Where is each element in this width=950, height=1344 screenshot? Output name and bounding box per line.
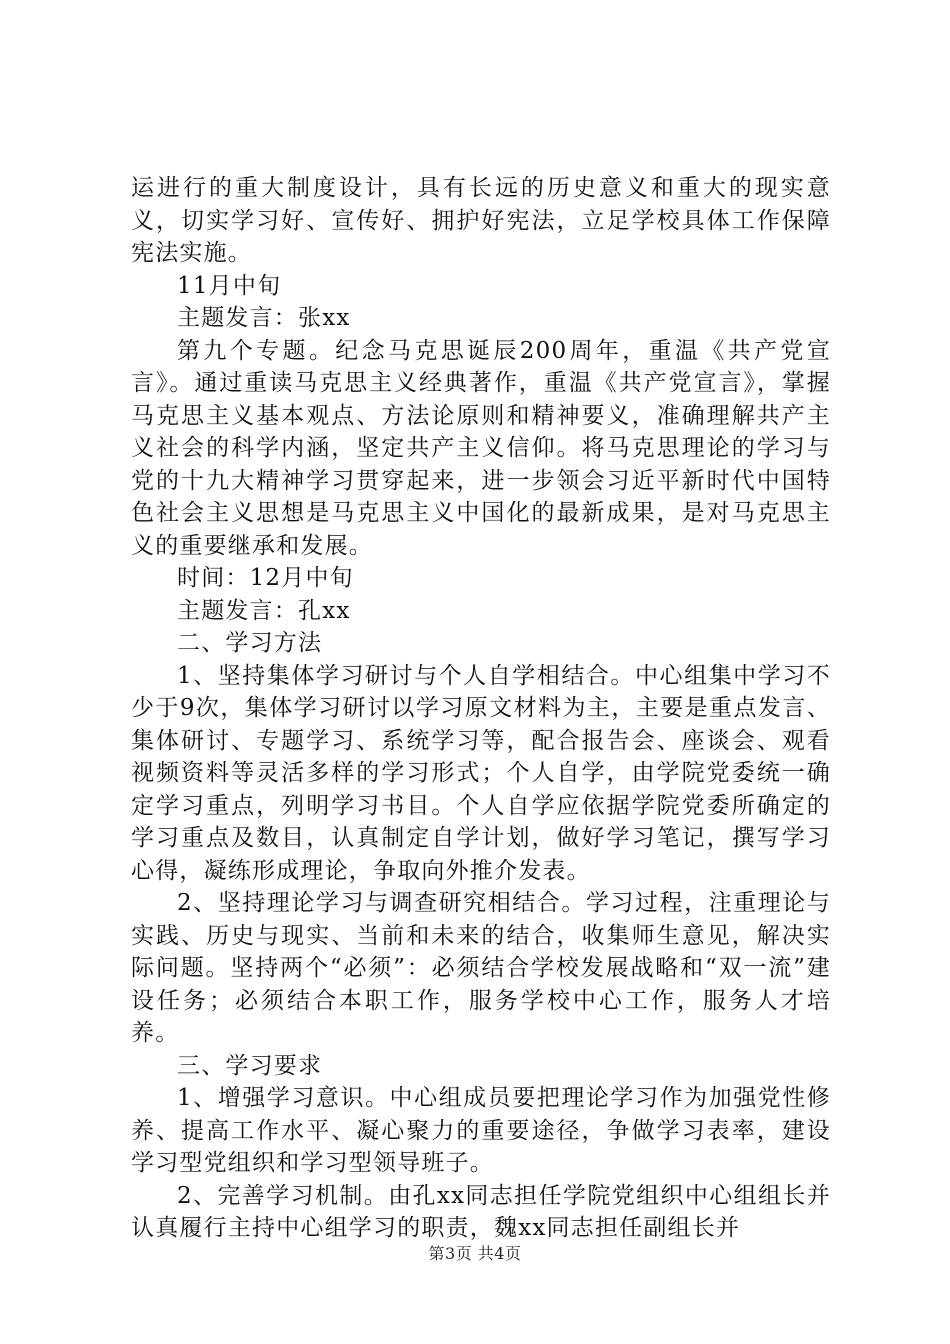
paragraph-topic-nine: 第九个专题。纪念马克思诞辰200周年，重温《共产党宣言》。通过重读马克思主义经典著作，重温《共产党宣言》，掌握马克思主义基本观点、方法论原则和精神要义，准确理解共产主义社会的科学内涵，坚定共产主义信仰。将马克思理论的学习与党的十九大精神学习贯穿起来，进一步领会习近平新时代中国特色社会主义思想是马克思主义中国化的最新成果，是对马克思主义的重要继承和发展。 (131, 337, 831, 559)
paragraph-requirement-one: 1、增强学习意识。中心组成员要把理论学习作为加强党性修养、提高工作水平、凝心聚力的重要途径，争做学习表率，建设学习型党组织和学习型领导班子。 (131, 1085, 831, 1176)
paragraph-continued: 运进行的重大制度设计，具有长远的历史意义和重大的现实意义，切实学习好、宣传好、拥护好宪法，立足学校具体工作保障宪法实施。 (131, 175, 831, 266)
page-number-footer: 第3页 共4页 (428, 1244, 522, 1263)
document-body (131, 172, 831, 1245)
paragraph-date: 11月中旬 (177, 272, 282, 299)
section-heading-methods: 二、学习方法 (177, 630, 323, 656)
paragraph-method-one: 1、坚持集体学习研讨与个人自学相结合。中心组集中学习不少于9次，集体学习研讨以学习原文材料为主，主要是重点发言、集体研讨、专题学习、系统学习等，配合报告会、座谈会、观看视频资料等灵活多样的学习形式；个人自学，由学院党委统一确定学习重点，列明学习书目。个人自学应依据学院党委所确定的学习重点及数目，认真制定自学计划，做好学习笔记，撰写学习心得，凝练形成理论，争取向外推介发表。 (131, 662, 831, 884)
section-heading-requirements: 三、学习要求 (177, 1052, 323, 1079)
paragraph-speaker: 主题发言：孔xx (177, 597, 351, 624)
paragraph-time: 时间：12月中旬 (177, 565, 354, 591)
paragraph-requirement-two: 2、完善学习机制。由孔xx同志担任学院党组织中心组组长并认真履行主持中心组学习的职责，魏xx同志担任副组长并 (131, 1182, 831, 1241)
paragraph-method-two: 2、坚持理论学习与调查研究相结合。学习过程，注重理论与实践、历史与现实、当前和未来的结合，收集师生意见，解决实际问题。坚持两个“必须”：必须结合学校发展战略和“双一流”建设任务；必须结合本职工作，服务学校中心工作，服务人才培养。 (131, 890, 831, 1046)
paragraph-speaker: 主题发言：张xx (177, 305, 351, 331)
